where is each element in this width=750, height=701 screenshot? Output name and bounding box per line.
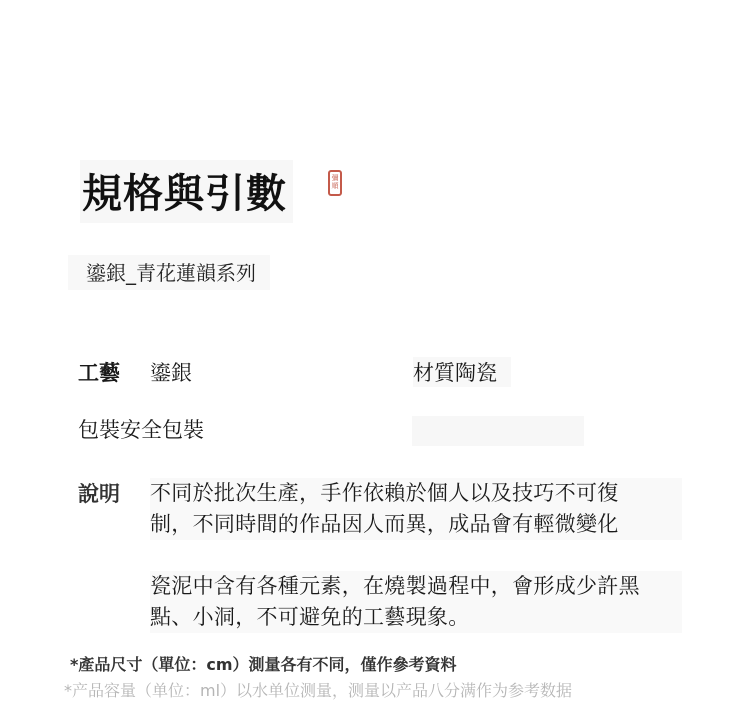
page-title: 規格與引數 [80, 160, 293, 223]
faded-placeholder-box [412, 416, 584, 446]
description-label: 說明 [78, 482, 120, 506]
packaging-spec: 包裝安全包裝 [78, 418, 204, 442]
capacity-footnote-cutoff: *产品容量（单位：ml）以水单位测量，测量以产品八分满作为参考数据 [64, 681, 573, 700]
craft-label: 工藝 [78, 361, 120, 385]
description-paragraph-2: 瓷泥中含有各種元素，在燒製過程中，會形成少許黑點、小洞，不可避免的工藝現象。 [150, 571, 682, 633]
craft-value: 鎏銀 [150, 361, 192, 385]
description-paragraph-1: 不同於批次生產，手作依賴於個人以及技巧不可復制，不同時間的作品因人而異，成品會有輕微變化 [150, 478, 682, 540]
material-spec: 材質陶瓷 [413, 357, 511, 387]
product-series-name: 鎏銀_青花蓮韻系列 [68, 255, 270, 290]
seal-text: 彌順 [331, 174, 339, 190]
size-footnote: *產品尺寸（單位：cm）測量各有不同，僅作參考資料 [70, 655, 457, 674]
seal-stamp-icon [328, 170, 342, 196]
